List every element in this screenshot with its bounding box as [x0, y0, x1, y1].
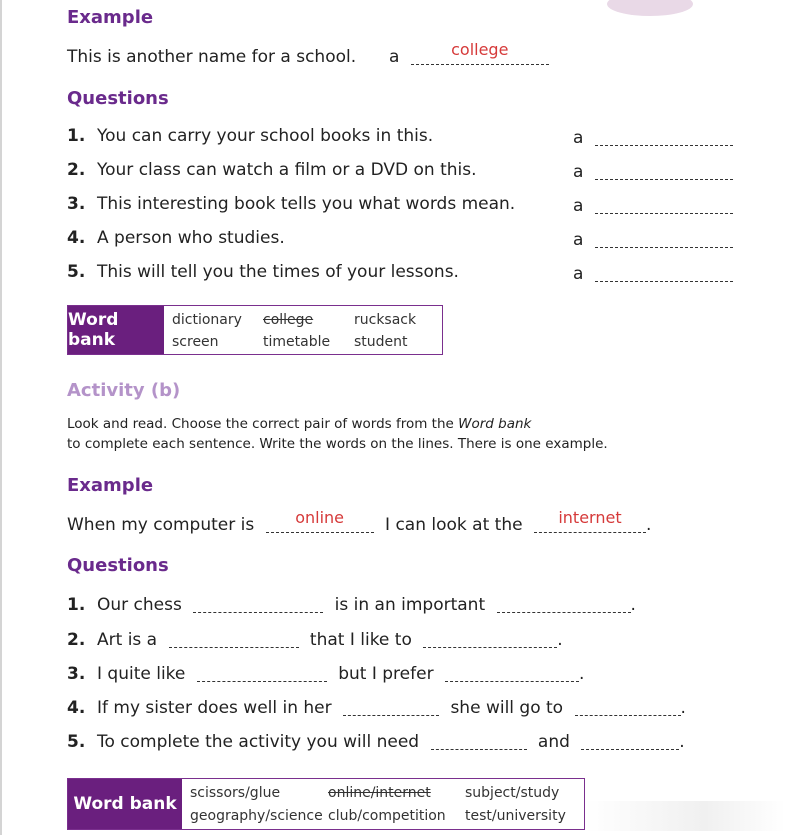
answer-blank[interactable] [581, 730, 679, 747]
answer-blank[interactable] [431, 730, 527, 747]
answer-line-2 [573, 160, 733, 182]
answer-blank[interactable] [595, 194, 733, 211]
answer-blank[interactable] [575, 696, 681, 713]
question-number: 1. [67, 126, 86, 146]
question-number: 5. [67, 262, 86, 282]
question-text: If my sister does well in her [97, 698, 332, 718]
question-text: I quite like [97, 664, 186, 684]
word: test/university [465, 808, 566, 824]
answer-line-5 [573, 262, 733, 284]
article: a [573, 196, 584, 216]
decorative-illustration [607, 0, 693, 16]
article: a [573, 128, 584, 148]
period: . [679, 732, 685, 752]
answer-blank[interactable] [197, 662, 327, 679]
example-heading: Example [67, 7, 154, 28]
question-b-2 [67, 628, 563, 650]
article: a [573, 264, 584, 284]
question-number: 1. [67, 595, 86, 615]
question-1 [67, 126, 433, 146]
word: geography/science [190, 808, 323, 824]
word: club/competition [328, 808, 446, 824]
word: timetable [263, 334, 331, 350]
answer-blank[interactable] [445, 662, 579, 679]
example-sentence [67, 40, 549, 67]
answer-blank[interactable] [497, 593, 631, 610]
question-number: 4. [67, 698, 86, 718]
word-bank-label: Word bank [68, 306, 164, 354]
question-number: 5. [67, 732, 86, 752]
word: dictionary [172, 312, 242, 328]
question-b-5 [67, 730, 685, 752]
example-article: a [388, 47, 400, 67]
example-sentence-2 [67, 508, 652, 535]
question-text: that I like to [309, 630, 412, 650]
period: . [645, 515, 652, 535]
questions-heading-2: Questions [67, 555, 169, 576]
question-number: 2. [67, 630, 86, 650]
word-bank-words [182, 779, 583, 829]
question-text: To complete the activity you will need [97, 732, 420, 752]
questions-heading: Questions [67, 88, 169, 109]
activity-b-heading: Activity (b) [67, 380, 181, 401]
word-bank-1 [67, 305, 443, 355]
question-b-1 [67, 593, 636, 615]
question-text: Your class can watch a film or a DVD on this. [97, 160, 477, 180]
article: a [573, 162, 584, 182]
answer-line-1 [573, 126, 733, 148]
instruction-text: Look and read. Choose the correct pair of words from the [67, 416, 459, 432]
answer-blank[interactable] [595, 160, 733, 177]
question-text: is in an important [334, 595, 486, 615]
example-answer-blank[interactable] [266, 508, 374, 530]
question-text: but I prefer [338, 664, 434, 684]
word-bank-words [164, 306, 442, 354]
question-text: she will go to [450, 698, 564, 718]
example-heading-2: Example [67, 475, 154, 496]
word-bank-2 [67, 778, 585, 830]
example-text: When my computer is [67, 515, 255, 535]
answer-line-3 [573, 194, 733, 216]
period: . [557, 630, 563, 650]
question-3 [67, 194, 515, 214]
example-answer: online [295, 508, 345, 527]
example-answer: college [451, 40, 509, 59]
question-number: 4. [67, 228, 86, 248]
word: rucksack [354, 312, 417, 328]
instruction-emphasis: Word bank [458, 416, 532, 432]
question-text: Our chess [97, 595, 182, 615]
question-number: 2. [67, 160, 86, 180]
answer-blank[interactable] [169, 628, 299, 645]
period: . [630, 595, 636, 615]
question-4 [67, 228, 285, 248]
period: . [578, 664, 585, 684]
question-b-3 [67, 662, 584, 684]
question-2 [67, 160, 477, 180]
answer-blank[interactable] [595, 262, 733, 279]
page-edge [0, 0, 2, 835]
page-fade [585, 801, 785, 831]
answer-blank[interactable] [595, 228, 733, 245]
question-text: Art is a [97, 630, 158, 650]
question-text: This will tell you the times of your lessons. [97, 262, 459, 282]
example-answer-blank[interactable] [534, 508, 646, 530]
question-b-4 [67, 696, 686, 718]
word-struck: online/internet [328, 785, 431, 801]
question-5 [67, 262, 459, 282]
article: a [573, 230, 584, 250]
question-text: A person who studies. [97, 228, 285, 248]
answer-blank[interactable] [193, 593, 323, 610]
period: . [680, 698, 686, 718]
answer-blank[interactable] [423, 628, 557, 645]
question-text: This interesting book tells you what words mean. [97, 194, 516, 214]
question-text: You can carry your school books in this. [97, 126, 434, 146]
word: student [354, 334, 408, 350]
example-answer: internet [558, 508, 622, 527]
instruction-text: to complete each sentence. Write the words on the lines. There is one example. [67, 436, 608, 452]
word-struck: college [263, 312, 314, 328]
activity-b-instructions [67, 414, 608, 454]
word: subject/study [465, 785, 560, 801]
answer-line-4 [573, 228, 733, 250]
word: screen [172, 334, 219, 350]
question-number: 3. [67, 664, 86, 684]
question-number: 3. [67, 194, 86, 214]
question-text: and [537, 732, 570, 752]
word: scissors/glue [190, 785, 281, 801]
answer-blank[interactable] [343, 696, 439, 713]
example-answer-blank[interactable] [411, 40, 549, 62]
example-text: This is another name for a school. [67, 47, 357, 67]
example-text: I can look at the [385, 515, 523, 535]
word-bank-label: Word bank [68, 779, 182, 829]
answer-blank[interactable] [595, 126, 733, 143]
